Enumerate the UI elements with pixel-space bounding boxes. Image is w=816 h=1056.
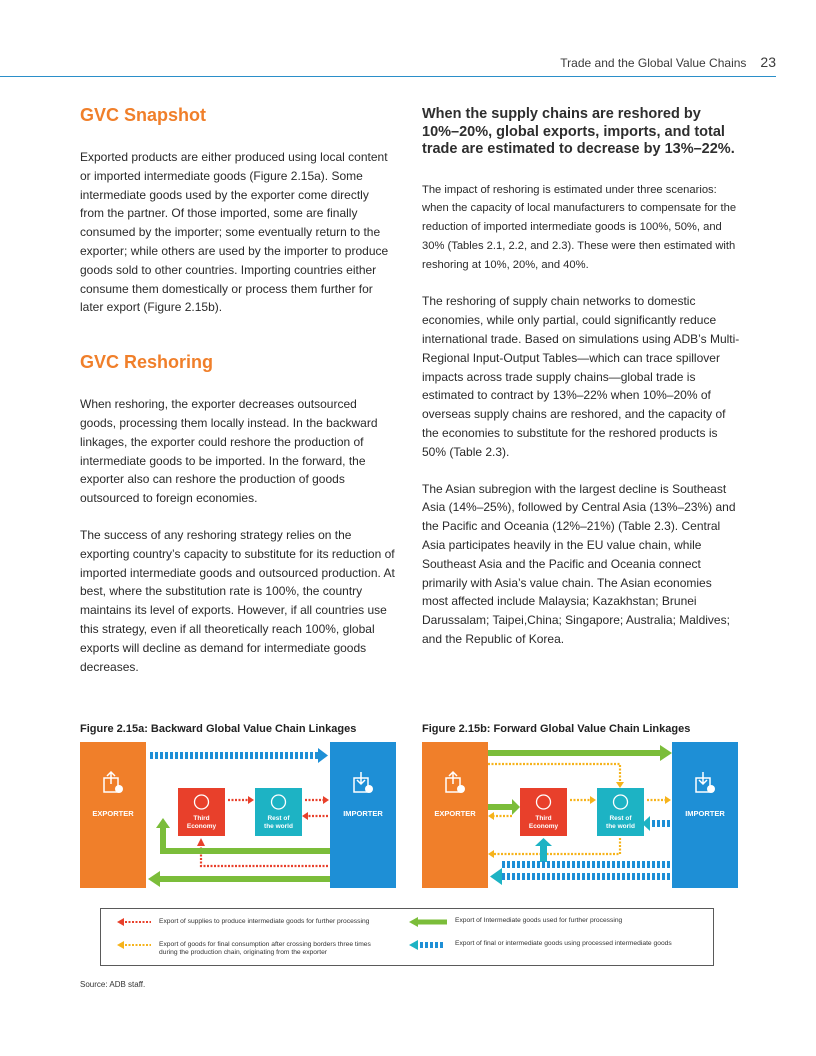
legend-green-arrow-icon	[409, 917, 447, 927]
legend-final-consumption: Export of goods for final consumption after crossing borders three times during the production chain, originating from the exporter	[117, 941, 371, 957]
paragraph-subregions: The Asian subregion with the largest decline is Southeast Asia (14%–25%), followed by Central Asia (13%–23%) and the Pacific and Oceania (12%–21%) (Table 2.3). Central Asia participates heavily in the EU value chain, while Southeast Asia and the Pacific and Oceania connect primarily with Asia’s value chain. The Asian economies most affected include Malaysia; Kazakhstan; Brunei Darussalam; Taipei,China; Singapore; Australia; Maldives; and the Republic of Korea.	[422, 481, 736, 647]
svg-text:Economy: Economy	[186, 823, 217, 830]
exporter-label: EXPORTER	[434, 809, 476, 818]
importer-label: IMPORTER	[343, 809, 383, 818]
svg-text:the world: the world	[264, 823, 293, 830]
legend-yellow-dotted-arrow-icon	[117, 941, 151, 949]
svg-text:Rest of: Rest of	[609, 815, 632, 822]
legend-supplies: Export of supplies to produce intermediate goods for further processing	[117, 918, 369, 926]
heading-gvc-reshoring: GVC Reshoring	[80, 352, 214, 373]
page-number: 23	[760, 54, 776, 70]
paragraph-snapshot: Exported products are either produced using local content or imported intermediate goods (Figure 2.15a). Some intermediate goods used by the exporter come directly from the partner. Of those imported, some are finally consumed by the importer; some eventually return to the exporter; while others are used by the importer to produce goods sold to other countries. Importing countries either consume them domestically or process them further for later export (Figure 2.15b).	[80, 150, 389, 315]
legend-red-dotted-arrow-icon	[117, 918, 151, 926]
header-rule	[0, 76, 776, 77]
figure-b-title: Figure 2.15b: Forward Global Value Chain Linkages	[422, 723, 691, 735]
processed-goods-arrows	[490, 816, 672, 885]
header-title: Trade and the Global Value Chains	[560, 56, 747, 70]
importer-label: IMPORTER	[685, 809, 725, 818]
legend-intermediate: Export of Intermediate goods used for further processing	[409, 917, 622, 927]
figure-a-backward-linkages	[80, 742, 396, 890]
running-header	[540, 54, 776, 74]
svg-text:Economy: Economy	[528, 823, 559, 830]
left-column	[80, 102, 395, 676]
heading-gvc-snapshot: GVC Snapshot	[80, 105, 207, 125]
right-column	[422, 102, 740, 649]
paragraph-reshoring-2: The success of any reshoring strategy relies on the exporting country’s capacity to substitute for its reduction of imported intermediate goods and outsourced production. At best, where the substitution rate is 100%, the country maintains its level of exports. However, if all countries use this strategy, even if all theoretically reach 100%, global exports will decline as demand for intermediate goods decreases.	[80, 527, 395, 674]
exporter-label: EXPORTER	[92, 809, 134, 818]
paragraph-simulation: The reshoring of supply chain networks to domestic economies, while only partial, could significantly reduce international trade. Based on simulations using ADB’s Multi-Regional Input-Output Tables—which can trace spillover impacts across trade supply chains—global trade is estimated to contract by 13%–22% when 10%–20% of overseas supply chains are reshored, and the capacity of the economies to substitute for the reshored products is 50% (Table 2.3).	[422, 294, 740, 459]
svg-text:Rest of: Rest of	[267, 815, 290, 822]
paragraph-reshoring-1: When reshoring, the exporter decreases outsourced goods, processing them locally instead. In the backward linkages, the exporter could reshore the production of intermediate goods to be imported. In the forward, the exporter also can reshore the production of goods outsourced to foreign economies.	[80, 397, 378, 506]
intermediate-goods-arrows	[148, 818, 330, 887]
figure-b-forward-linkages	[422, 742, 738, 890]
paragraph-scenarios: The impact of reshoring is estimated under three scenarios: when the capacity of local manufacturers to compensate for the reduction of imported intermediate goods is 100%, 50%, and 30% (Tables 2.1, 2.2, and 2.3). These were then estimated with reshoring at 10%, 20%, and 40%.	[422, 183, 737, 271]
svg-text:Third: Third	[535, 815, 552, 822]
legend-blue-dashed-arrow-icon	[409, 940, 447, 950]
figure-legend	[100, 908, 714, 966]
svg-text:Third: Third	[193, 815, 210, 822]
source-note: Source: ADB staff.	[80, 980, 146, 989]
legend-processed: Export of final or intermediate goods using processed intermediate goods	[409, 940, 672, 950]
intermediate-goods-arrows	[488, 745, 672, 761]
arrow-final-exports	[148, 752, 318, 759]
callout-heading: When the supply chains are reshored by 10%–20%, global exports, imports, and total trade are estimated to decrease by 13%–22%.	[422, 106, 735, 157]
figure-a-title: Figure 2.15a: Backward Global Value Chain Linkages	[80, 723, 357, 735]
svg-text:the world: the world	[606, 823, 635, 830]
